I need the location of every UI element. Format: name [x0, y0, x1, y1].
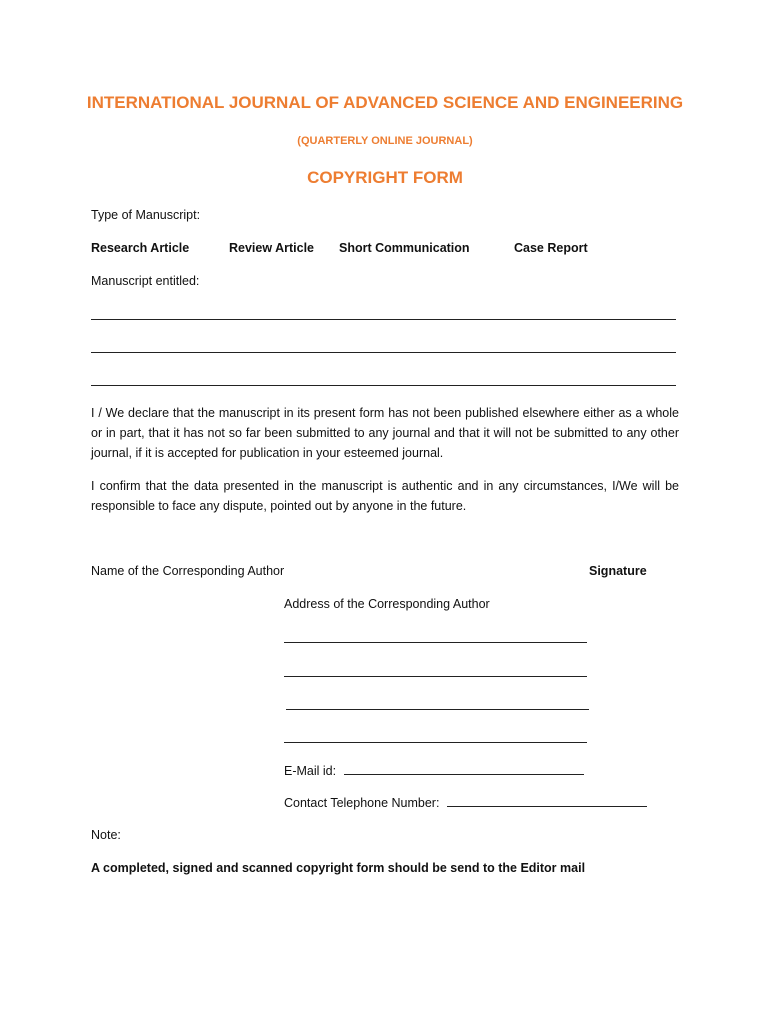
- title-line-2[interactable]: [91, 352, 676, 353]
- address-line-1[interactable]: [284, 642, 587, 643]
- phone-row: [284, 794, 647, 811]
- author-name-label: Name of the Corresponding Author: [91, 564, 285, 578]
- declaration-paragraph: I / We declare that the manuscript in its present form has not been published elsewhere either as a whole or in part, that it has not so far been submitted to any journal and that it will not be submitted to any other journal, if it is accepted for publication in your esteemed journal.: [91, 406, 679, 460]
- email-field[interactable]: [344, 762, 584, 775]
- manuscript-entitled-label: Manuscript entitled:: [91, 274, 200, 288]
- address-line-2[interactable]: [284, 676, 587, 677]
- address-line-3[interactable]: [286, 709, 589, 710]
- confirmation-paragraph: I confirm that the data presented in the manuscript is authentic and in any circumstances, I/We will be responsible to face any dispute, pointed out by anyone in the future.: [91, 479, 679, 513]
- note-label: Note:: [91, 828, 121, 842]
- manuscript-type-label: Type of Manuscript:: [91, 208, 201, 222]
- phone-field[interactable]: [447, 794, 647, 807]
- type-research-article[interactable]: Research Article: [91, 241, 190, 255]
- note-text: A completed, signed and scanned copyright form should be send to the Editor mail: [91, 861, 586, 875]
- journal-title: INTERNATIONAL JOURNAL OF ADVANCED SCIENCE AND ENGINEERING: [86, 93, 684, 112]
- phone-label: Contact Telephone Number:: [284, 796, 440, 810]
- address-line-4[interactable]: [284, 742, 587, 743]
- email-row: [284, 762, 584, 779]
- form-title: COPYRIGHT FORM: [307, 168, 463, 187]
- address-label: Address of the Corresponding Author: [284, 597, 490, 611]
- journal-subtitle: (QUARTERLY ONLINE JOURNAL): [297, 135, 473, 147]
- type-review-article[interactable]: Review Article: [229, 241, 314, 255]
- email-label: E-Mail id:: [284, 764, 337, 778]
- title-line-1[interactable]: [91, 319, 676, 320]
- type-case-report[interactable]: Case Report: [514, 241, 588, 255]
- signature-label: Signature: [589, 564, 647, 578]
- title-line-3[interactable]: [91, 385, 676, 386]
- type-short-communication[interactable]: Short Communication: [339, 241, 470, 255]
